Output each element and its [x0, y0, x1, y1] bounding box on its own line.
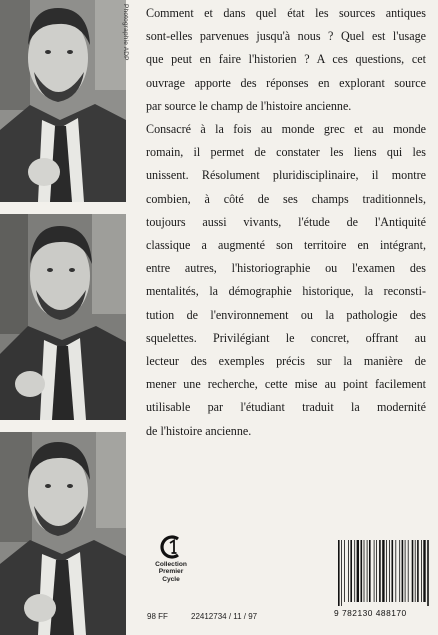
author-photo-2 [0, 214, 126, 420]
back-cover-blurb [146, 2, 426, 443]
collection-name-line: Cycle [162, 575, 180, 583]
blurb-line: ouvrage apporte des réponses en explorant source [146, 75, 426, 90]
author-photo-3 [0, 432, 126, 635]
collection-c1-logo-icon [148, 534, 194, 560]
blurb-line: mentalités, la démographie historique, la reconsti- [146, 284, 426, 299]
blurb-line: de l'histoire ancienne. [146, 423, 252, 438]
blurb-line: entre autres, l'historiographie ou l'examen des [146, 261, 426, 276]
collection-name-line: Premier [158, 568, 184, 576]
blurb-line: unissent. Résolument pluridisciplinaire, il montre [146, 168, 426, 183]
price: 98 FF [147, 612, 168, 621]
blurb-line: Consacré à la fois au monde grec et au monde [146, 122, 426, 137]
blurb-line: mener une recherche, cette mise au point facilement [146, 377, 426, 392]
isbn-barcode [334, 540, 434, 626]
blurb-line: sont-elles parvenues jusqu'à nous ? Quel est l'usage [146, 29, 426, 44]
blurb-line: que peut en faire l'historien ? A ces questions, cet [146, 52, 426, 67]
blurb-line: classique a augmenté son territoire en intégrant, [146, 238, 426, 253]
blurb-line: tution de l'environnement ou la pathologie des [146, 307, 426, 322]
blurb-line: utilisable par l'étudiant traduit la modernité [146, 400, 426, 415]
barcode-icon [334, 540, 434, 606]
blurb-line: combien, à côté de ses champs traditionnels, [146, 191, 426, 206]
blurb-line: toujours aussi vivants, l'étude de l'Antiquité [146, 214, 426, 229]
blurb-line: lecteur des exemples précis sur la manière de [146, 354, 426, 369]
blurb-line: romain, il permet de constater les liens qui les [146, 145, 426, 160]
catalog-reference: 22412734 / 11 / 97 [191, 612, 258, 621]
collection-logo [148, 534, 194, 583]
author-photo-strip [0, 0, 126, 635]
collection-name [148, 561, 194, 583]
author-photo-1 [0, 0, 126, 202]
blurb-line: Comment et dans quel état les sources antiques [146, 6, 426, 20]
blurb-line: par source le champ de l'histoire ancienne. [146, 98, 352, 113]
photo-credit: Photographie ADP [122, 4, 129, 61]
collection-name-line: Collection [155, 561, 187, 568]
blurb-line: squelettes. Privilégiant le concret, offrant au [146, 330, 426, 345]
barcode-number: 9 782130 488170 [334, 608, 407, 618]
